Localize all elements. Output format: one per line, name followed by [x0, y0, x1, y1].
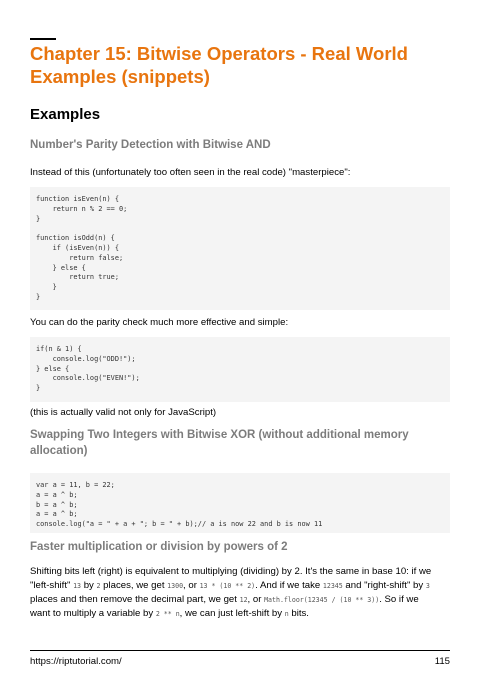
inline-code: 1300	[167, 582, 184, 590]
code-line: a = a ^ b;	[36, 510, 78, 519]
inline-code: 2 ** n	[155, 610, 180, 618]
code-line: a = a ^ b;	[36, 490, 78, 499]
code-line: }	[36, 283, 57, 292]
swap-heading: Swapping Two Integers with Bitwise XOR (without additional memory allocation)	[30, 429, 409, 457]
top-rule	[30, 38, 56, 40]
code-line: function isOdd(n) {	[36, 234, 115, 243]
inline-code: 13	[73, 582, 82, 590]
inline-code: Math.floor(12345 / (10 ** 3))	[264, 596, 380, 604]
code-line: } else {	[36, 263, 86, 272]
code-line: }	[36, 292, 41, 301]
inline-code: 13 * (10 ** 2)	[199, 582, 256, 590]
code-line: if (isEven(n)) {	[36, 243, 119, 252]
inline-code: 2	[96, 582, 101, 590]
inline-code: n	[284, 610, 289, 618]
code-line: if(n & 1) {	[36, 345, 82, 353]
multiply-line-2: "left-shift" 13 by 2 places, we get 1300, or 13 * (10 ** 2). And if we take 12345 and "right-shift" by 3	[30, 580, 430, 591]
inline-code: 3	[425, 582, 430, 590]
multiply-line-3: places and then remove the decimal part, we get 12, or Math.floor(12345 / (10 ** 3)). So if we	[30, 594, 419, 605]
code-line: var a = 11, b = 22;	[36, 481, 115, 489]
chapter-title: Chapter 15: Bitwise Operators - Real World Examples (snippets)	[30, 43, 408, 87]
code-block-xor-swap	[30, 473, 450, 533]
parity-middle: You can do the parity check much more effective and simple:	[30, 317, 289, 328]
parity-intro: Instead of this (unfortunately too often seen in the real code) "masterpiece":	[30, 167, 351, 178]
code-line: function isEven(n) {	[36, 195, 119, 203]
code-line: return n % 2 == 0;	[36, 204, 128, 213]
parity-heading: Number's Parity Detection with Bitwise AND	[30, 139, 271, 151]
code-line: console.log("ODD!");	[36, 354, 136, 363]
code-line: } else {	[36, 364, 70, 373]
code-line: console.log("a = " + a + "; b = " + b);// a is now 22 and b is now 11	[36, 520, 323, 529]
section-heading: Examples	[30, 106, 101, 123]
inline-code: 12	[239, 596, 248, 604]
page-number: 115	[434, 656, 450, 667]
code-line: return false;	[36, 253, 124, 262]
code-line: }	[36, 384, 41, 393]
multiply-heading: Faster multiplication or division by powers of 2	[30, 541, 288, 553]
parity-note: (this is actually valid not only for JavaScript)	[30, 407, 217, 418]
code-line: b = a ^ b;	[36, 500, 78, 509]
code-block-is-even	[30, 187, 450, 310]
multiply-line-1: Shifting bits left (right) is equivalent to multiplying (dividing) by 2. It's the same in base 10: if we	[30, 566, 432, 577]
code-block-parity-check	[30, 337, 450, 402]
code-line: }	[36, 214, 41, 223]
multiply-line-4: want to multiply a variable by 2 ** n, we can just left-shift by n bits.	[30, 608, 309, 619]
footer-url-link[interactable]: https://riptutorial.com/	[30, 656, 122, 667]
code-line: return true;	[36, 273, 119, 282]
code-line: console.log("EVEN!");	[36, 374, 140, 383]
inline-code: 12345	[322, 582, 343, 590]
code-line	[36, 224, 444, 234]
footer-rule	[30, 650, 450, 651]
